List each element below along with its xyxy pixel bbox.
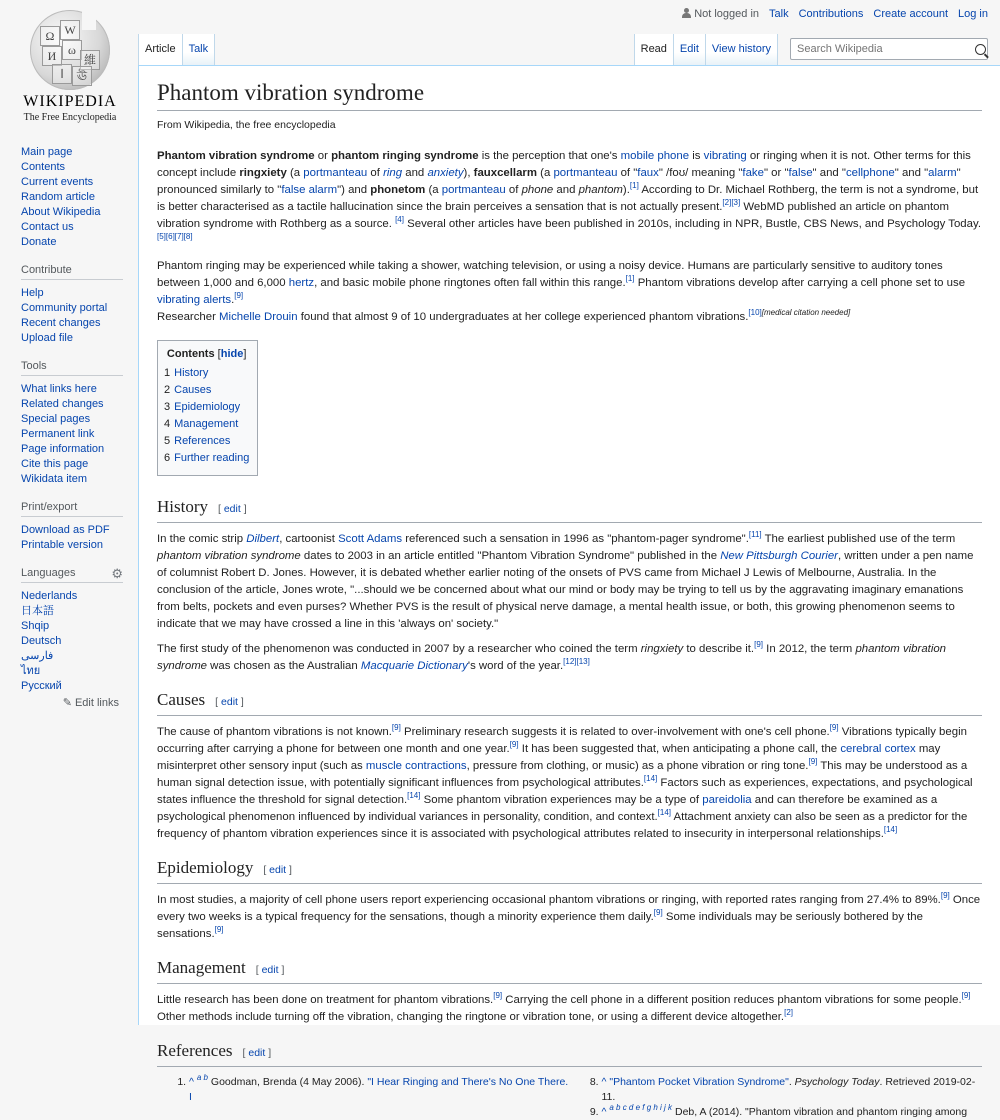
navigation-list xyxy=(21,145,138,250)
citation[interactable]: [14] xyxy=(407,791,421,800)
sidebar-item-4 xyxy=(21,442,138,457)
toc-link[interactable]: Epidemiology xyxy=(174,401,241,413)
link-portmanteau[interactable]: portmanteau xyxy=(441,184,506,196)
sidebar-item-link[interactable]: Download as PDF xyxy=(21,524,110,536)
contributions-link[interactable]: Contributions xyxy=(798,8,864,20)
puzzle-piece: ا xyxy=(52,64,72,84)
toc-number: 2 xyxy=(164,384,171,396)
language-item-5 xyxy=(21,664,138,679)
language-item-link[interactable]: فارسی xyxy=(21,650,54,662)
talk-link[interactable]: Talk xyxy=(769,8,789,20)
ref-backlink[interactable]: ^ xyxy=(601,1076,607,1088)
reference-item: 8. ^ "Phantom Pocket Vibration Syndrome". Psychology Today. Retrieved 2019-02-11. xyxy=(602,1075,983,1105)
toc-number: 1 xyxy=(164,367,171,379)
citation[interactable]: [10] xyxy=(748,308,762,317)
link-mobile-phone[interactable]: mobile phone xyxy=(620,150,690,162)
section-heading-causes: Causes [ edit ] xyxy=(157,689,982,716)
not-logged-in: Not logged in xyxy=(682,8,759,20)
language-item-3 xyxy=(21,634,138,649)
languages-list xyxy=(21,589,138,694)
language-item-0 xyxy=(21,589,138,604)
link-cellphone[interactable]: cellphone xyxy=(845,167,895,179)
wikipedia-logo[interactable] xyxy=(18,10,122,123)
sidebar-item-link[interactable]: Help xyxy=(21,287,44,299)
sidebar-item-link[interactable]: What links here xyxy=(21,383,97,395)
toc-item[interactable] xyxy=(164,416,249,433)
edit-section: [ edit ] xyxy=(255,964,285,976)
citation[interactable]: [9] xyxy=(234,291,244,300)
references-column xyxy=(570,1075,983,1120)
toc-link[interactable]: Further reading xyxy=(174,452,250,464)
toc-list xyxy=(164,365,249,467)
sidebar-item-2 xyxy=(21,412,138,427)
sidebar-item-link[interactable]: Wikidata item xyxy=(21,473,88,485)
toc-item[interactable] xyxy=(164,382,249,399)
search-box xyxy=(790,38,988,60)
link-false[interactable]: false xyxy=(788,167,813,179)
sidebar-item-link[interactable]: Cite this page xyxy=(21,458,89,470)
citation[interactable]: [1] xyxy=(629,181,639,190)
toc-number: 4 xyxy=(164,418,171,430)
sidebar-item-1 xyxy=(21,538,138,553)
sidebar-item-link[interactable]: Current events xyxy=(21,176,94,188)
user-icon xyxy=(682,8,691,18)
sidebar-item-4 xyxy=(21,205,138,220)
edit-section-link[interactable]: edit xyxy=(221,696,238,708)
citation[interactable]: [9] xyxy=(754,640,764,649)
sidebar-item-link[interactable]: Contents xyxy=(21,161,66,173)
citation[interactable]: [9] xyxy=(653,908,663,917)
language-item-link[interactable]: Shqip xyxy=(21,620,50,632)
ref-backlink[interactable]: ^ xyxy=(601,1106,607,1118)
toc-number: 6 xyxy=(164,452,171,464)
languages-portal xyxy=(21,567,138,709)
language-item-link[interactable]: Nederlands xyxy=(21,590,78,602)
globe-icon xyxy=(30,10,110,90)
toc-number: 5 xyxy=(164,435,171,447)
sidebar-item-link[interactable]: Recent changes xyxy=(21,317,101,329)
language-item-2 xyxy=(21,619,138,634)
sidebar-item-link[interactable]: Upload file xyxy=(21,332,73,344)
toc-link[interactable]: References xyxy=(174,435,231,447)
paragraph: Little research has been done on treatment for phantom vibrations.[9] Carrying the cell phone in a different position reduces phantom vibrations for some people.[9] Other methods include turning off the vibration, changing the ringtone or vibration tone, or using a different device altogether.[2] xyxy=(157,991,971,1023)
sidebar-item-link[interactable]: Page information xyxy=(21,443,105,455)
tools-portal xyxy=(21,360,138,487)
citation[interactable]: [9] xyxy=(808,757,818,766)
tab-article[interactable]: Article xyxy=(138,34,183,65)
sidebar-item-3 xyxy=(21,331,138,346)
intro-paragraph: Phantom vibration syndrome or phantom ringing syndrome is the perception that one's mobile phone is vibrating or ringing when it is not. Other terms for this concept include ringxiety (a portmanteau of ring and anxiety), fauxcellarm (a portmanteau of "faux" /foʊ/ meaning "fake" or "false" and "cellphone" and "alarm" pronounced similarly to "false alarm") and phonetom (a portmanteau of phone and phantom).[1] According to Dr. Michael Rothberg, the term is not a syndrome, but is better characterised as a tactile hallucination since the brain perceives a sensation that is not actually present.[2][3] WebMD published an article on phantom vibration syndrome with Rothberg as a source. [4] Several other articles have been published in 2010s, including in NPR, Bustle, CBS News, and Psychology Today. [5][6][7][8] xyxy=(157,150,981,241)
link-false-alarm[interactable]: false alarm xyxy=(281,184,338,196)
languages-heading: Languages ⚙ xyxy=(21,566,123,581)
ref-link[interactable]: "I Hear Ringing and There's No One There. I xyxy=(189,1076,569,1103)
search-icon[interactable] xyxy=(975,44,986,55)
page-title: Phantom vibration syndrome xyxy=(157,78,982,111)
sidebar-item-link[interactable]: Contact us xyxy=(21,221,74,233)
section-heading-epidemiology: Epidemiology [ edit ] xyxy=(157,857,982,884)
link-pareidolia[interactable]: pareidolia xyxy=(702,794,752,806)
reference-item: 9. ^ $^{a b c d e f g h i j k}$ Deb, A (2014). "Phantom vibration and phantom ringing among xyxy=(602,1105,983,1120)
citation[interactable]: [9] xyxy=(940,891,950,900)
link-dilbert[interactable]: Dilbert xyxy=(246,533,280,545)
link-anxiety[interactable]: anxiety xyxy=(427,167,464,179)
language-item-4 xyxy=(21,649,138,664)
link-ring[interactable]: ring xyxy=(383,167,403,179)
link-portmanteau[interactable]: portmanteau xyxy=(553,167,618,179)
link-muscle-contractions[interactable]: muscle contractions xyxy=(365,760,467,772)
language-item-link[interactable]: Русский xyxy=(21,680,62,692)
login-link[interactable]: Log in xyxy=(958,8,988,20)
citation[interactable]: [4] xyxy=(395,215,404,224)
toc-link[interactable]: Management xyxy=(174,418,239,430)
tab-edit[interactable]: Edit xyxy=(674,34,706,65)
tools-heading: Tools xyxy=(21,360,123,376)
sidebar-item-5 xyxy=(21,457,138,472)
tab-read[interactable]: Read xyxy=(634,34,674,65)
reference-item: 1. ^ $^{a b}$ Goodman, Brenda (4 May 2006). "I Hear Ringing and There's No One There. I xyxy=(189,1075,570,1105)
personal-tools xyxy=(682,8,988,20)
link-faux[interactable]: faux xyxy=(637,167,659,179)
sidebar-item-2 xyxy=(21,175,138,190)
sidebar-item-0 xyxy=(21,523,138,538)
toc-hide-toggle[interactable]: hide xyxy=(220,348,244,360)
link-alarm[interactable]: alarm xyxy=(928,167,957,179)
citation[interactable]: [11] xyxy=(748,530,762,539)
citation[interactable]: [1] xyxy=(625,274,635,283)
edit-section-link[interactable]: edit xyxy=(269,864,287,876)
link-cerebral-cortex[interactable]: cerebral cortex xyxy=(840,743,916,755)
edit-section: [ edit ] xyxy=(263,864,292,876)
toc-number: 3 xyxy=(164,401,171,413)
toc-title: Contents [hide] xyxy=(166,348,247,360)
sidebar-item-link[interactable]: Special pages xyxy=(21,413,91,425)
sidebar-item-0 xyxy=(21,382,138,397)
contribute-list xyxy=(21,286,138,346)
sidebar-item-link[interactable]: About Wikipedia xyxy=(21,206,101,218)
sidebar-item-link[interactable]: Main page xyxy=(21,146,73,158)
table-of-contents xyxy=(157,340,258,476)
ref-backlinks[interactable]: a b xyxy=(196,1073,208,1082)
edit-section-link[interactable]: edit xyxy=(223,503,241,515)
paragraph: The cause of phantom vibrations is not known.[9] Preliminary research suggests it is related to over-involvement with one's cell phone.[9] Vibrations typically begin occurring after carrying a phone for between one month and one year.[9] It has been suggested that, when anticipating a phone call, the cerebral cortex may misinterpret other sensory input (such as muscle contractions, pressure from clothing, or music) as a phone vibration or ring tone.[9] This may be understood as a human signal detection issue, with potentially significant influences from psychological attributes.[14] Factors such as experiences, expectations, and psychological states influence the threshold for signal detection.[14] Some phantom vibration experiences may be a type of pareidolia and can therefore be examined as a psychological phenomenon influenced by individual variances in personality, condition, and context.[14] Attachment anxiety can also be seen as a predictor for the frequency of phantom vibration experiences since it is associated with psychological attributes related to insecurity in interpersonal relationships.[14] xyxy=(157,723,973,840)
citation[interactable]: [14] xyxy=(643,774,658,783)
sidebar-item-5 xyxy=(21,220,138,235)
sidebar-item-link[interactable]: Random article xyxy=(21,191,95,203)
sidebar-item-0 xyxy=(21,145,138,160)
sidebar-item-3 xyxy=(21,427,138,442)
language-item-link[interactable]: Deutsch xyxy=(21,635,62,647)
section-heading-history: History [ edit ] xyxy=(157,496,982,523)
gear-icon[interactable]: ⚙ xyxy=(111,566,123,581)
edit-section: [ edit ] xyxy=(242,1047,272,1059)
link-macquarie-dictionary[interactable]: Macquarie Dictionary xyxy=(360,660,468,672)
citation[interactable]: [2] xyxy=(784,1008,794,1017)
paragraph: Phantom ringing may be experienced while taking a shower, watching television, or using a noisy device. Humans are particularly sensitive to auditory tones between 1,000 and 6,000 hertz, and basic mobile phone ringtones often fall within this range.[1] Phantom vibrations develop after carrying a cell phone set to use vibrating alerts.[9] Researcher Michelle Drouin found that almost 9 of 10 undergraduates at her college experienced phantom vibrations.[10][medical citation needed] xyxy=(157,260,966,323)
citation[interactable]: [9] xyxy=(493,991,503,1000)
print-list xyxy=(21,523,138,553)
edit-section-link[interactable]: edit xyxy=(248,1047,266,1059)
link-vibrating-alerts[interactable]: vibrating alerts xyxy=(157,294,232,306)
citation[interactable]: [9] xyxy=(214,925,224,934)
sidebar-item-1 xyxy=(21,160,138,175)
toc-item[interactable] xyxy=(164,399,249,416)
sidebar-item-0 xyxy=(21,286,138,301)
link-hertz[interactable]: hertz xyxy=(288,277,315,289)
sidebar-item-link[interactable]: Related changes xyxy=(21,398,104,410)
tools-list xyxy=(21,382,138,487)
link-michelle-drouin[interactable]: Michelle Drouin xyxy=(219,311,298,323)
edit-section: [ edit ] xyxy=(215,696,244,708)
edit-section-link[interactable]: edit xyxy=(261,964,279,976)
language-item-1 xyxy=(21,604,138,619)
citation-needed[interactable]: [medical citation needed] xyxy=(761,308,851,317)
view-tabs xyxy=(634,34,988,65)
print-portal xyxy=(21,501,138,553)
paragraph: The first study of the phenomenon was conducted in 2007 by a researcher who coined the term ringxiety to describe it.[9] In 2012, the term phantom vibration syndrome was chosen as the Australian Macquarie Dictionary's word of the year.[12][13] xyxy=(157,640,947,672)
logo-wordmark: WIKIPEDIA xyxy=(23,93,117,110)
sidebar-item-link[interactable]: Community portal xyxy=(21,302,108,314)
contribute-portal xyxy=(21,264,138,346)
toc-item[interactable] xyxy=(164,450,249,467)
sidebar-item-link[interactable]: Donate xyxy=(21,236,57,248)
paragraph: In most studies, a majority of cell phone users report experiencing occasional phantom vibrations or ringing, with reported rates ranging from 27.4% to 89%.[9] Once every two weeks is a typical frequency for the sensations, though a minority experience them daily.[9] Some individuals may be seriously bothered by the sensations.[9] xyxy=(157,891,981,940)
citation[interactable]: [9] xyxy=(509,740,519,749)
toc-link[interactable]: History xyxy=(174,367,209,379)
link-new-pittsburgh-courier[interactable]: New Pittsburgh Courier xyxy=(720,550,838,562)
sidebar xyxy=(0,145,138,709)
puzzle-piece: И xyxy=(42,46,62,66)
citation[interactable]: [14] xyxy=(883,825,898,834)
pencil-icon: ✎ xyxy=(62,697,72,709)
sidebar-item-1 xyxy=(21,397,138,412)
puzzle-piece: ω xyxy=(62,40,82,60)
citation[interactable]: [9] xyxy=(391,723,401,732)
ref-backlinks[interactable]: a b c d e f g h i j k xyxy=(609,1103,673,1112)
sidebar-item-link[interactable]: Permanent link xyxy=(21,428,95,440)
citation[interactable]: [14] xyxy=(657,808,672,817)
section-heading-references: References [ edit ] xyxy=(157,1040,982,1067)
ref-backlink[interactable]: ^ xyxy=(189,1076,194,1088)
edit-section: [ edit ] xyxy=(218,503,247,515)
namespace-tabs xyxy=(138,34,215,65)
puzzle-piece: 維 xyxy=(80,50,100,70)
sidebar-item-1 xyxy=(21,301,138,316)
site-subtitle: From Wikipedia, the free encyclopedia xyxy=(157,119,336,131)
puzzle-piece: ঊ xyxy=(72,66,92,86)
sidebar-item-2 xyxy=(21,316,138,331)
puzzle-piece: Ω xyxy=(40,26,60,46)
language-item-link[interactable]: 日本語 xyxy=(21,605,54,617)
sidebar-item-6 xyxy=(21,472,138,487)
ref-link[interactable]: "Phantom Pocket Vibration Syndrome" xyxy=(609,1076,789,1088)
references-list xyxy=(157,1075,982,1120)
references-column xyxy=(157,1075,570,1120)
contribute-heading: Contribute xyxy=(21,264,123,280)
sidebar-item-link[interactable]: Printable version xyxy=(21,539,103,551)
link-fake[interactable]: fake xyxy=(742,167,764,179)
print-heading: Print/export xyxy=(21,501,123,517)
create-account-link[interactable]: Create account xyxy=(873,8,949,20)
citation[interactable]: [12][13] xyxy=(563,657,590,666)
toc-item[interactable] xyxy=(164,433,249,450)
toc-item[interactable] xyxy=(164,365,249,382)
citation[interactable]: [2][3] xyxy=(722,198,741,207)
link-scott-adams[interactable]: Scott Adams xyxy=(338,533,403,545)
edit-links[interactable]: ✎ Edit links xyxy=(62,697,119,709)
search-input[interactable] xyxy=(791,43,973,55)
section-heading-management: Management [ edit ] xyxy=(157,957,982,984)
sidebar-item-6 xyxy=(21,235,138,250)
language-item-link[interactable]: ไทย xyxy=(21,665,41,677)
tab-talk[interactable]: Talk xyxy=(183,34,216,65)
logo-tagline: The Free Encyclopedia xyxy=(23,112,117,123)
sidebar-item-3 xyxy=(21,190,138,205)
citation[interactable]: [5][6][7][8] xyxy=(157,232,193,241)
tab-view-history[interactable]: View history xyxy=(706,34,778,65)
navigation-portal xyxy=(21,145,138,250)
article-content xyxy=(138,65,1000,1118)
language-item-6 xyxy=(21,679,138,694)
citation[interactable]: [9] xyxy=(961,991,971,1000)
citation[interactable]: [9] xyxy=(829,723,839,732)
toc-link[interactable]: Causes xyxy=(174,384,212,396)
link-portmanteau[interactable]: portmanteau xyxy=(303,167,368,179)
globe-missing-piece xyxy=(82,10,96,30)
puzzle-piece: W xyxy=(60,20,80,40)
paragraph: In the comic strip Dilbert, cartoonist Scott Adams referenced such a sensation in 1996 as "phantom-pager syndrome".[11] The earliest published use of the term phantom vibration syndrome dates to 2003 in an article entitled "Phantom Vibration Syndrome" published in the New Pittsburgh Courier, written under a pen name of columnist Robert D. Jones. However, it is debated whether earlier noting of the onsets of PVS came from Michael J Lewis of Melbourne, Australia. In the conclusion of the article, Jones wrote, "...should we be concerned about what our mind or body may be trying to tell us by the aggravating imaginary emanations from belts, pockets and even purses? Whether PVS is the result of physical nerve damage, a mental health issue, or both, this growing phenomenon seems to indicate that we may have crossed a line in this 'always on' society." xyxy=(157,530,974,630)
link-vibrating[interactable]: vibrating xyxy=(703,150,747,162)
